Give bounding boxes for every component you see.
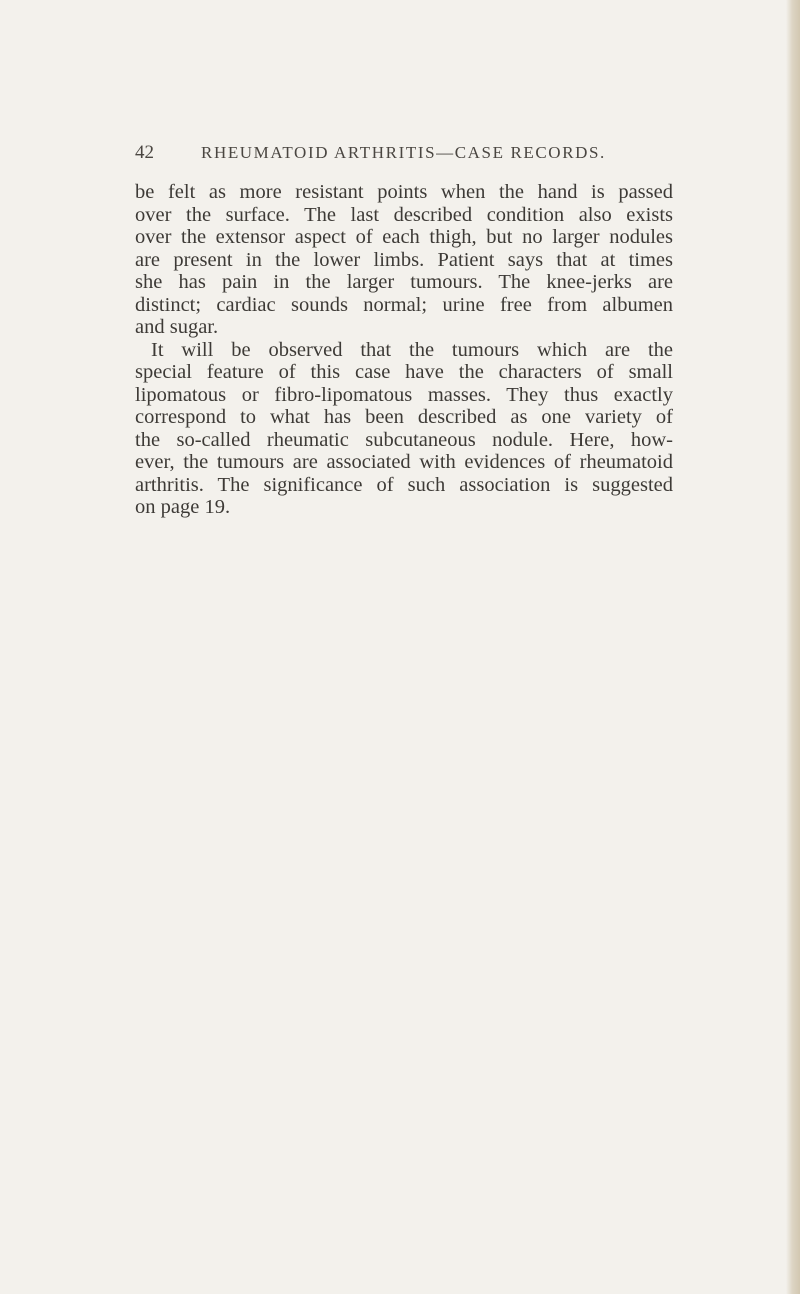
text-line: over the extensor aspect of each thigh, but no larger nodules bbox=[135, 226, 673, 248]
text-line: be felt as more resistant points when the hand is passed bbox=[135, 181, 673, 203]
text-line: ever, the tumours are associated with evidences of rheumatoid bbox=[135, 451, 673, 473]
text-line: and sugar. bbox=[135, 316, 219, 338]
text-line: It will be observed that the tumours which are the bbox=[151, 338, 673, 361]
text-line: on page 19. bbox=[135, 496, 231, 518]
text-line: distinct; cardiac sounds normal; urine free from albumen bbox=[135, 293, 673, 316]
text-line: lipomatous or fibro-lipomatous masses. They thus exactly bbox=[135, 383, 673, 406]
text-line: arthritis. The significance of such association is suggested bbox=[135, 473, 673, 496]
paragraph-2 bbox=[135, 339, 673, 519]
text-line: the so-called rheumatic subcutaneous nodule. Here, how- bbox=[135, 428, 673, 451]
running-head bbox=[135, 138, 655, 168]
paragraph-1 bbox=[135, 181, 673, 339]
page-number: 42 bbox=[135, 142, 154, 163]
text-line: over the surface. The last described condition also exists bbox=[135, 203, 673, 226]
text-line: correspond to what has been described as one variety of bbox=[135, 406, 673, 428]
running-title: RHEUMATOID ARTHRITIS—CASE RECORDS. bbox=[201, 143, 606, 162]
text-line: are present in the lower limbs. Patient says that at times bbox=[135, 248, 673, 271]
text-line: she has pain in the larger tumours. The knee-jerks are bbox=[135, 271, 673, 293]
page-edge-shadow bbox=[786, 0, 800, 1294]
text-line: special feature of this case have the characters of small bbox=[135, 361, 673, 383]
body-text bbox=[135, 181, 673, 519]
